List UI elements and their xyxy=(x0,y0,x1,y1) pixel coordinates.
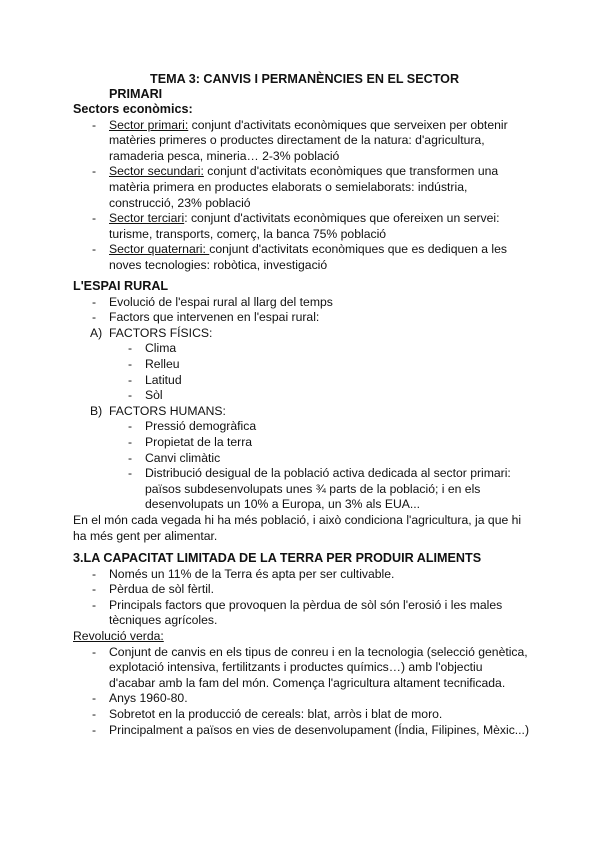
list-item xyxy=(73,211,533,242)
list-item xyxy=(73,357,533,373)
sector-text: conjunt d'activitats econòmiques que serveixen per obtenir matèries primeres o productes directament de la natura: d'agricultura, ramaderia pesca, mineria… 2-3% població xyxy=(109,117,508,163)
dash-bullet: - xyxy=(92,582,97,597)
list-item xyxy=(73,645,533,692)
list-item xyxy=(73,691,533,707)
list-item xyxy=(73,419,533,435)
green-item-text: Sobretot en la producció de cereals: blat, arròs i blat de moro. xyxy=(109,706,443,721)
list-item xyxy=(73,567,533,583)
dash-bullet: - xyxy=(92,294,97,309)
dash-bullet: - xyxy=(128,372,133,387)
sector-text: : conjunt d'activitats econòmiques que ofereixen un servei: turisme, transports, comerç, la banca 75% població xyxy=(109,211,500,241)
list-item xyxy=(73,435,533,451)
dash-bullet: - xyxy=(128,450,133,465)
dash-bullet: - xyxy=(92,706,97,721)
capacity-item-text: Només un 11% de la Terra és apta per ser cultivable. xyxy=(109,566,395,581)
dash-bullet: - xyxy=(92,644,97,659)
sectors-heading: Sectors econòmics: xyxy=(73,102,193,116)
factor-a-marker: A) xyxy=(90,325,103,340)
list-item xyxy=(73,295,533,311)
list-item xyxy=(73,373,533,389)
dash-bullet: - xyxy=(92,117,97,132)
dash-bullet: - xyxy=(92,164,97,179)
list-item xyxy=(73,310,533,326)
factor-b xyxy=(73,404,533,420)
dash-bullet: - xyxy=(92,691,97,706)
dash-bullet: - xyxy=(128,388,133,403)
list-item xyxy=(73,451,533,467)
rural-heading: L'ESPAI RURAL xyxy=(73,279,169,293)
capacity-section xyxy=(73,551,533,629)
list-item xyxy=(73,707,533,723)
rural-item-text: Factors que intervenen en l'espai rural: xyxy=(109,310,320,325)
rural-section xyxy=(73,279,533,544)
sector-text: conjunt d'activitats econòmiques que transformen una matèria primera en productes elaborats o semielaborats: indústria, construcció, 23% població xyxy=(109,164,499,210)
list-item xyxy=(73,164,533,211)
green-item-text: Principalment a països en vies de desenvolupament (Índia, Filipines, Mèxic...) xyxy=(109,722,529,737)
list-item xyxy=(73,388,533,404)
factor-a xyxy=(73,326,533,342)
dash-bullet: - xyxy=(92,310,97,325)
green-item-text: Anys 1960-80. xyxy=(109,691,188,706)
factor-item-text: Relleu xyxy=(145,356,180,371)
list-item xyxy=(73,466,533,513)
factor-item-text: Distribució desigual de la població activa dedicada al sector primari: països subdesenvolupats unes ¾ parts de la població; i en els desenvolupats un 10% a Europa, un 3% als EUA... xyxy=(145,466,511,512)
list-item xyxy=(73,242,533,273)
list-item xyxy=(73,598,533,629)
list-item xyxy=(73,118,533,165)
factor-item-text: Propietat de la terra xyxy=(145,434,253,449)
green-item-text: Conjunt de canvis en els tipus de conreu i en la tecnologia (selecció genètica, explotació intensiva, fertilitzants i productes químics…) amb l'objectiu d'acabar amb la fam del món. Comença l'agricultura altament tecnificada. xyxy=(109,644,528,690)
factor-item-text: Clima xyxy=(145,341,177,356)
sector-term: Sector quaternari: xyxy=(109,242,210,257)
dash-bullet: - xyxy=(128,356,133,371)
factor-b-marker: B) xyxy=(90,403,103,418)
dash-bullet: - xyxy=(92,722,97,737)
dash-bullet: - xyxy=(128,341,133,356)
sector-term: Sector primari: xyxy=(109,117,189,132)
dash-bullet: - xyxy=(92,566,97,581)
list-item xyxy=(73,582,533,598)
rural-item-text: Evolució de l'espai rural al llarg del temps xyxy=(109,294,333,309)
list-item xyxy=(73,341,533,357)
list-item xyxy=(73,723,533,739)
dash-bullet: - xyxy=(128,434,133,449)
sectors-section xyxy=(73,102,533,274)
page-title-continued: PRIMARI xyxy=(109,87,163,101)
dash-bullet: - xyxy=(92,211,97,226)
factor-item-text: Latitud xyxy=(145,372,182,387)
page-title: TEMA 3: CANVIS I PERMANÈNCIES EN EL SECTOR xyxy=(150,72,460,86)
rural-paragraph: En el món cada vegada hi ha més població, i això condiciona l'agricultura, ja que hi ha més gent per alimentar. xyxy=(73,512,522,543)
dash-bullet: - xyxy=(128,466,133,481)
factor-item-text: Canvi climàtic xyxy=(145,450,221,465)
dash-bullet: - xyxy=(92,242,97,257)
capacity-item-text: Pèrdua de sòl fèrtil. xyxy=(109,582,215,597)
capacity-heading: 3.LA CAPACITAT LIMITADA DE LA TERRA PER PRODUIR ALIMENTS xyxy=(73,551,482,565)
sector-term: Sector secundari: xyxy=(109,164,204,179)
factor-a-label: FACTORS FÍSICS: xyxy=(109,325,213,340)
factor-item-text: Pressió demogràfica xyxy=(145,419,257,434)
green-revolution-section xyxy=(73,629,533,738)
capacity-item-text: Principals factors que provoquen la pèrdua de sòl són l'erosió i les males tècniques agrícoles. xyxy=(109,597,503,628)
factor-b-label: FACTORS HUMANS: xyxy=(109,403,226,418)
factor-item-text: Sòl xyxy=(145,388,163,403)
dash-bullet: - xyxy=(92,597,97,612)
sector-term: Sector terciari xyxy=(109,211,185,226)
dash-bullet: - xyxy=(128,419,133,434)
sector-text: conjunt d'activitats econòmiques que es dediquen a les noves tecnologies: robòtica, investigació xyxy=(109,242,507,272)
green-heading: Revolució verda: xyxy=(73,629,164,643)
